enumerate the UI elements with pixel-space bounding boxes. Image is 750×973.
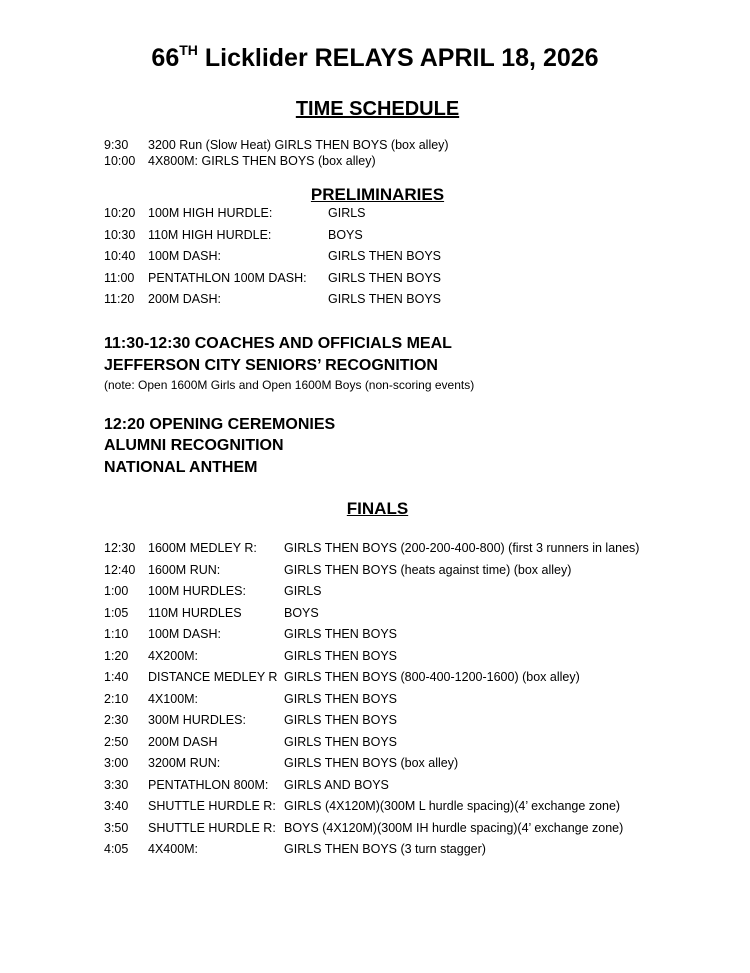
finals-row-time: 4:05 bbox=[104, 842, 129, 856]
finals-row-detail: BOYS (4X120M)(300M IH hurdle spacing)(4’ exchange zone) bbox=[284, 820, 624, 835]
finals-row-detail: GIRLS THEN BOYS bbox=[284, 691, 397, 706]
finals-row-detail: GIRLS THEN BOYS (box alley) bbox=[284, 756, 459, 770]
finals-row-event: DISTANCE MEDLEY R bbox=[148, 670, 278, 684]
prelim-row-time: 11:00 bbox=[104, 270, 135, 285]
finals-row-detail: GIRLS THEN BOYS (heats against time) (box alley) bbox=[284, 562, 572, 577]
finals-row-event: 4X400M: bbox=[148, 842, 199, 856]
prelim-row-event: 100M DASH: bbox=[148, 249, 221, 263]
finals-row-event: 100M HURDLES: bbox=[148, 584, 246, 598]
prelim-row-time: 11:20 bbox=[104, 292, 135, 306]
finals-row-time: 3:40 bbox=[104, 799, 129, 813]
finals-row-detail: GIRLS THEN BOYS bbox=[284, 713, 397, 727]
preliminaries-heading: PRELIMINARIES bbox=[310, 185, 445, 204]
finals-row-time: 2:10 bbox=[104, 691, 129, 706]
prelim-row-event: 110M HIGH HURDLE: bbox=[148, 227, 272, 242]
finals-row-detail: GIRLS THEN BOYS bbox=[284, 648, 397, 663]
finals-row-time: 3:50 bbox=[104, 820, 129, 835]
finals-row-event: 4X100M: bbox=[148, 691, 199, 706]
finals-row-time: 3:00 bbox=[104, 756, 129, 770]
prelim-row-time: 10:30 bbox=[104, 227, 136, 242]
prelim-row-detail: GIRLS bbox=[328, 206, 366, 220]
finals-row-detail: GIRLS THEN BOYS bbox=[284, 627, 397, 641]
finals-row-event: 100M DASH: bbox=[148, 627, 221, 641]
finals-row-detail: GIRLS bbox=[284, 584, 322, 598]
meal-line: 11:30-12:30 COACHES AND OFFICIALS MEAL bbox=[104, 335, 452, 352]
prelim-row-detail: GIRLS THEN BOYS bbox=[328, 249, 441, 263]
finals-heading: FINALS bbox=[346, 499, 409, 518]
finals-row-event: 1600M RUN: bbox=[148, 562, 221, 577]
finals-row-time: 1:40 bbox=[104, 670, 129, 684]
prelim-row-event: 100M HIGH HURDLE: bbox=[148, 206, 273, 220]
finals-row-detail: GIRLS THEN BOYS (200-200-400-800) (first 3 runners in lanes) bbox=[284, 541, 640, 555]
finals-row-event: 3200M RUN: bbox=[148, 756, 221, 770]
finals-row-detail: GIRLS THEN BOYS (800-400-1200-1600) (box alley) bbox=[284, 670, 580, 684]
finals-row-event: SHUTTLE HURDLE R: bbox=[148, 820, 276, 835]
finals-row-time: 2:30 bbox=[104, 713, 129, 727]
finals-row-event: 200M DASH bbox=[148, 734, 218, 749]
opening-ceremonies-line: 12:20 OPENING CEREMONIES bbox=[104, 416, 336, 433]
prelim-row-time: 10:20 bbox=[104, 206, 136, 220]
finals-row-event: 1600M MEDLEY R: bbox=[148, 541, 257, 555]
finals-row-detail: GIRLS (4X120M)(300M L hurdle spacing)(4’ exchange zone) bbox=[284, 799, 621, 813]
alumni-recognition-line: ALUMNI RECOGNITION bbox=[104, 437, 284, 454]
finals-row-detail: GIRLS THEN BOYS (3 turn stagger) bbox=[284, 842, 486, 856]
prelim-row-event: PENTATHLON 100M DASH: bbox=[148, 270, 307, 285]
national-anthem-line: NATIONAL ANTHEM bbox=[104, 459, 258, 476]
finals-row-time: 1:10 bbox=[104, 627, 129, 641]
finals-row-event: PENTATHLON 800M: bbox=[148, 777, 269, 792]
finals-row-time: 2:50 bbox=[104, 734, 129, 749]
prelim-row-detail: GIRLS THEN BOYS bbox=[328, 292, 441, 306]
finals-row-time: 12:40 bbox=[104, 562, 136, 577]
finals-row-time: 1:00 bbox=[104, 584, 129, 598]
prelim-row-event: 200M DASH: bbox=[148, 292, 221, 306]
finals-row-detail: GIRLS THEN BOYS bbox=[284, 734, 397, 749]
meal-note: (note: Open 1600M Girls and Open 1600M Boys (non-scoring events) bbox=[104, 378, 475, 392]
finals-row-event: SHUTTLE HURDLE R: bbox=[148, 799, 276, 813]
finals-row-event: 110M HURDLES bbox=[148, 605, 242, 620]
seniors-recognition-line: JEFFERSON CITY SENIORS’ RECOGNITION bbox=[104, 357, 438, 374]
prelim-row-time: 10:40 bbox=[104, 249, 136, 263]
time-schedule-heading: TIME SCHEDULE bbox=[295, 98, 460, 120]
prelim-row-detail: BOYS bbox=[328, 227, 363, 242]
page-title: 66TH Licklider RELAYS APRIL 18, 2026 bbox=[151, 42, 599, 72]
finals-row-time: 1:20 bbox=[104, 648, 129, 663]
finals-row-detail: BOYS bbox=[284, 605, 319, 620]
finals-row-time: 3:30 bbox=[104, 777, 129, 792]
finals-row-event: 300M HURDLES: bbox=[148, 713, 246, 727]
finals-row-event: 4X200M: bbox=[148, 648, 199, 663]
finals-row-time: 1:05 bbox=[104, 605, 129, 620]
prelim-row-detail: GIRLS THEN BOYS bbox=[328, 270, 441, 285]
finals-row-time: 12:30 bbox=[104, 541, 136, 555]
finals-row-detail: GIRLS AND BOYS bbox=[284, 777, 389, 792]
